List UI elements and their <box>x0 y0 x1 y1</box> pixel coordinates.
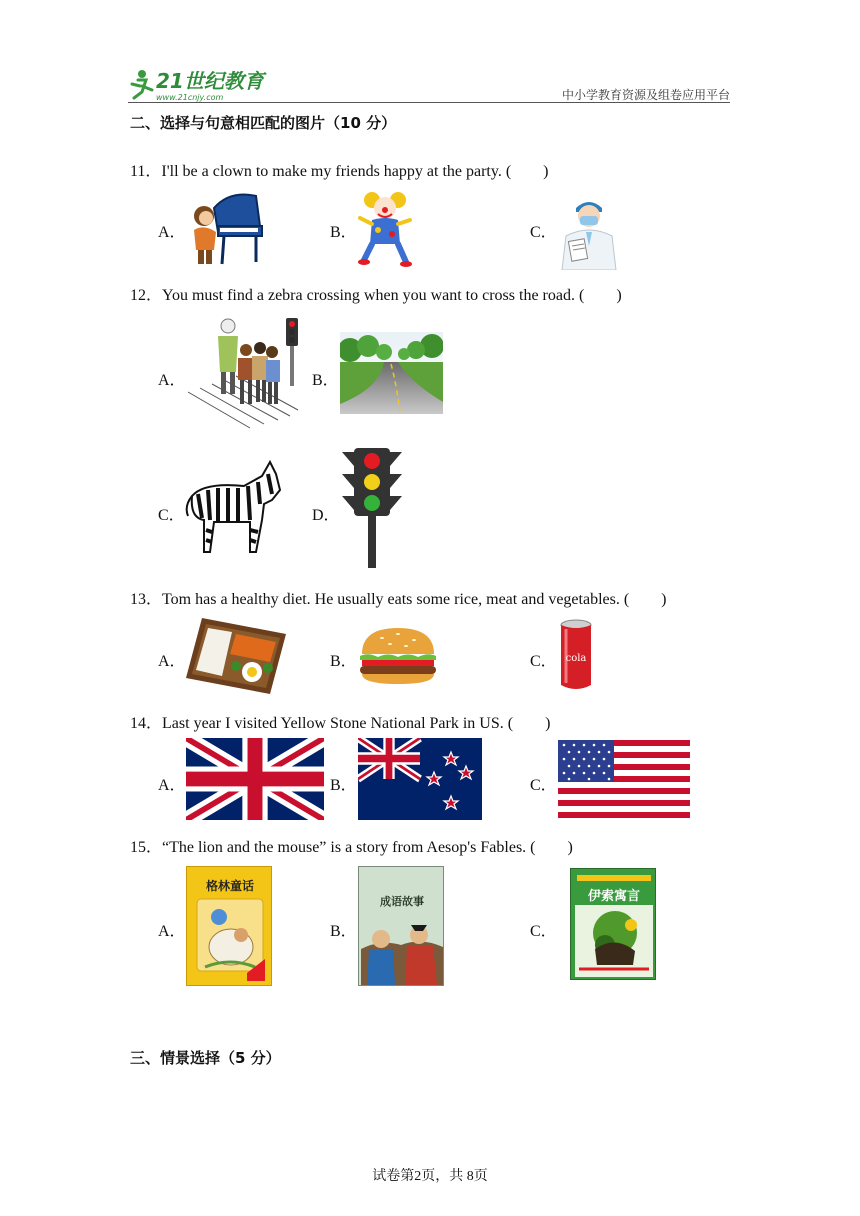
option-label: C． <box>530 777 557 794</box>
question-number: 14． <box>130 715 163 732</box>
question-12 <box>130 282 622 305</box>
question-text: “The lion and the mouse” is a story from Aesop's Fables. ( ) <box>162 839 573 856</box>
site-logo <box>128 64 268 104</box>
uk-flag-icon <box>186 738 324 820</box>
grimm-book-icon <box>186 866 272 986</box>
doctor-icon <box>556 194 622 270</box>
road-icon <box>340 332 443 414</box>
question-text: You must find a zebra crossing when you want to cross the road. ( ) <box>162 287 622 304</box>
book-title: 伊索寓言 <box>587 889 640 904</box>
zebra-icon <box>184 460 286 556</box>
option-label: A． <box>158 372 186 389</box>
idiom-book-icon <box>358 866 444 986</box>
option-label: A． <box>158 653 186 670</box>
bento-box-icon <box>186 614 286 696</box>
question-number: 15． <box>130 839 163 856</box>
hamburger-icon <box>358 626 438 686</box>
option-label: B． <box>330 653 357 670</box>
section-title: 二、选择与句意相匹配的图片（10 分） <box>130 114 397 132</box>
option-label: C． <box>530 224 557 241</box>
logo-text: 21世纪教育 <box>156 69 264 93</box>
question-11 <box>130 158 549 181</box>
traffic-light-icon <box>342 448 402 568</box>
question-text: Last year I visited Yellow Stone National Park in US. ( ) <box>162 715 551 732</box>
zebra-crossing-icon <box>186 316 300 430</box>
book-title: 成语故事 <box>380 895 424 908</box>
logo-url: www.21cnjy.com <box>156 93 224 102</box>
option-label: B． <box>330 224 357 241</box>
option-label: C． <box>530 923 557 940</box>
option-label: C． <box>530 653 557 670</box>
question-number: 12． <box>130 287 163 304</box>
option-label: B． <box>312 372 339 389</box>
question-14 <box>130 710 550 733</box>
page-number: 试卷第2页，共 8页 <box>372 1169 488 1184</box>
question-number: 13． <box>130 591 163 608</box>
question-number: 11． <box>130 163 162 180</box>
aesop-book-icon <box>570 868 656 980</box>
nz-flag-icon <box>358 738 482 820</box>
header-divider <box>128 102 730 103</box>
clown-icon <box>358 190 412 268</box>
platform-name: 中小学教育资源及组卷应用平台 <box>561 88 730 102</box>
piano-player-icon <box>190 186 266 268</box>
book-title: 格林童话 <box>205 879 254 893</box>
option-label: C． <box>158 507 185 524</box>
option-label: D． <box>312 507 340 524</box>
question-15 <box>130 834 573 857</box>
question-text: Tom has a healthy diet. He usually eats some rice, meat and vegetables. ( ) <box>162 591 667 608</box>
option-label: B． <box>330 777 357 794</box>
question-text: I'll be a clown to make my friends happy at the party. ( ) <box>161 163 549 180</box>
option-label: B． <box>330 923 357 940</box>
option-label: A． <box>158 224 186 241</box>
section-title: 三、情景选择（5 分） <box>130 1049 281 1067</box>
option-label: A． <box>158 777 186 794</box>
svg-text:cola: cola <box>565 653 587 664</box>
cola-can-icon <box>558 619 594 691</box>
us-flag-icon <box>558 740 690 818</box>
question-13 <box>130 586 667 609</box>
option-label: A． <box>158 923 186 940</box>
